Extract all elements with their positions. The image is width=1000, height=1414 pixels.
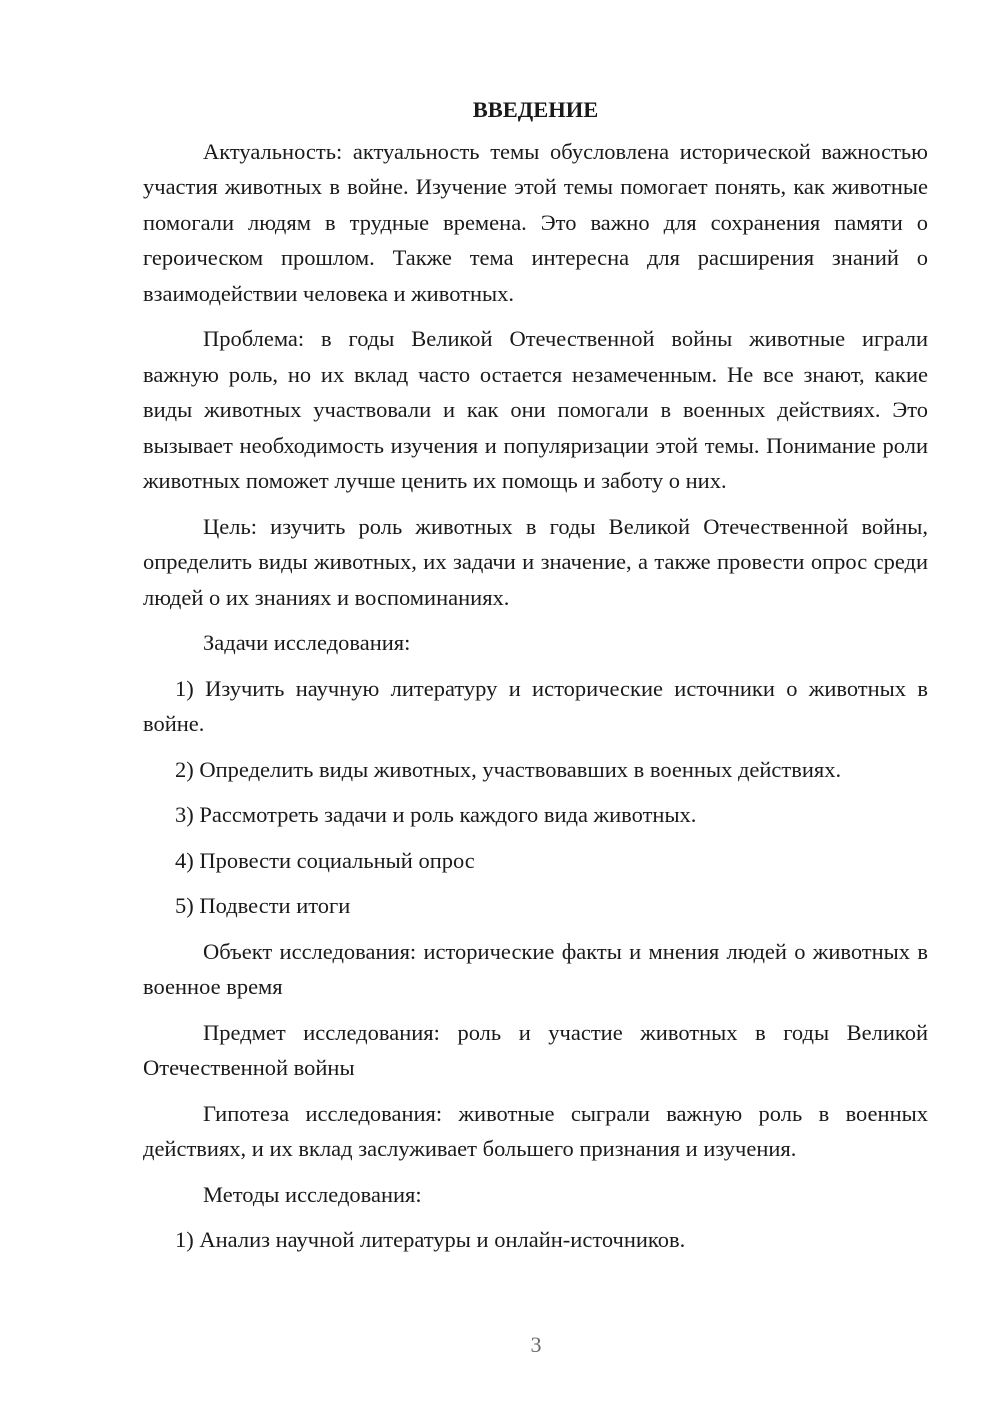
hypothesis-paragraph: Гипотеза исследования: животные сыграли важную роль в военных действиях, и их вклад заслуживает большего признания и изучения. — [143, 1100, 928, 1161]
problem-paragraph: Проблема: в годы Великой Отечественной войны животные играли важную роль, но их вклад часто остается незамеченным. Не все знают, какие виды животных участвовали и как они помогали в военных действиях. Это вызывает необходимость изучения и популяризации этой темы. Понимание роли животных поможет лучше ценить их помощь и заботу о них. — [143, 326, 928, 493]
object-paragraph: Объект исследования: исторические факты и мнения людей о животных в военное время — [143, 938, 928, 999]
tasks-heading: Задачи исследования: — [203, 630, 411, 655]
page-content — [143, 92, 928, 1268]
task-item-2: 2) Определить виды животных, участвовавших в военных действиях. — [175, 756, 842, 782]
page-number: 3 — [530, 1332, 542, 1357]
task-item-1: 1) Изучить научную литературу и исторические источники о животных в войне. — [143, 675, 928, 736]
methods-heading: Методы исследования: — [203, 1181, 422, 1207]
task-item-3: 3) Рассмотреть задачи и роль каждого вида животных. — [175, 802, 697, 827]
method-item-1: 1) Анализ научной литературы и онлайн-источников. — [175, 1227, 686, 1252]
subject-paragraph: Предмет исследования: роль и участие животных в годы Великой Отечественной войны — [143, 1019, 928, 1080]
task-item-5: 5) Подвести итоги — [175, 893, 351, 918]
task-item-4: 4) Провести социальный опрос — [175, 847, 475, 873]
section-title: ВВЕДЕНИЕ — [472, 97, 599, 122]
relevance-paragraph: Актуальность: актуальность темы обусловлена исторической важностью участия животных в войне. Изучение этой темы помогает понять, как животные помогали людям в трудные времена. Это важно для сохранения памяти о героическом прошлом. Также тема интересна для расширения знаний о взаимодействии человека и животных. — [143, 138, 928, 306]
goal-paragraph: Цель: изучить роль животных в годы Великой Отечественной войны, определить виды животных, их задачи и значение, а также провести опрос среди людей о их знаниях и воспоминаниях. — [143, 513, 928, 610]
